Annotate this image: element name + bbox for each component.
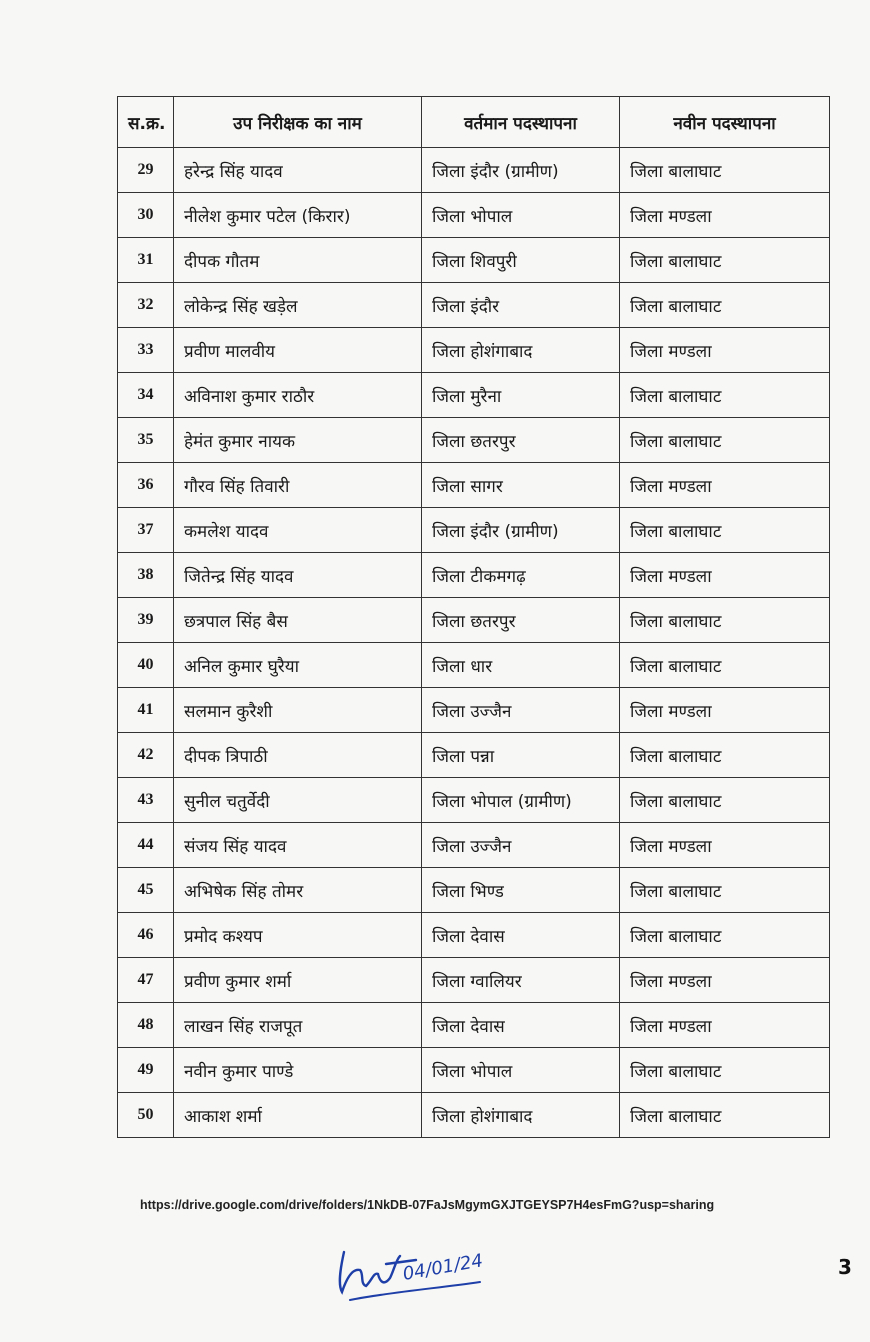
cell-officer-name: नवीन कुमार पाण्डे bbox=[174, 1048, 422, 1093]
header-officer-name: उप निरीक्षक का नाम bbox=[174, 97, 422, 148]
table-row bbox=[118, 553, 830, 598]
cell-serial-no: 29 bbox=[118, 148, 174, 193]
cell-new-posting: जिला मण्डला bbox=[620, 958, 830, 1003]
cell-current-posting: जिला इंदौर (ग्रामीण) bbox=[422, 148, 620, 193]
transfer-list-table bbox=[117, 96, 830, 1138]
table-row bbox=[118, 868, 830, 913]
cell-serial-no: 44 bbox=[118, 823, 174, 868]
table-row bbox=[118, 1048, 830, 1093]
cell-current-posting: जिला होशंगाबाद bbox=[422, 328, 620, 373]
cell-current-posting: जिला देवास bbox=[422, 913, 620, 958]
cell-current-posting: जिला भोपाल bbox=[422, 193, 620, 238]
cell-current-posting: जिला सागर bbox=[422, 463, 620, 508]
cell-officer-name: सलमान कुरैशी bbox=[174, 688, 422, 733]
cell-new-posting: जिला बालाघाट bbox=[620, 373, 830, 418]
cell-officer-name: जितेन्द्र सिंह यादव bbox=[174, 553, 422, 598]
cell-officer-name: कमलेश यादव bbox=[174, 508, 422, 553]
table-row bbox=[118, 148, 830, 193]
cell-current-posting: जिला इंदौर (ग्रामीण) bbox=[422, 508, 620, 553]
cell-officer-name: हेमंत कुमार नायक bbox=[174, 418, 422, 463]
cell-serial-no: 40 bbox=[118, 643, 174, 688]
cell-new-posting: जिला मण्डला bbox=[620, 463, 830, 508]
signature-date: 04/01/24 bbox=[401, 1250, 485, 1285]
cell-current-posting: जिला भिण्ड bbox=[422, 868, 620, 913]
cell-officer-name: प्रमोद कश्यप bbox=[174, 913, 422, 958]
cell-new-posting: जिला मण्डला bbox=[620, 553, 830, 598]
cell-officer-name: संजय सिंह यादव bbox=[174, 823, 422, 868]
cell-serial-no: 38 bbox=[118, 553, 174, 598]
cell-new-posting: जिला बालाघाट bbox=[620, 238, 830, 283]
cell-new-posting: जिला बालाघाट bbox=[620, 733, 830, 778]
cell-officer-name: अनिल कुमार घुरैया bbox=[174, 643, 422, 688]
table-row bbox=[118, 373, 830, 418]
cell-new-posting: जिला बालाघाट bbox=[620, 598, 830, 643]
table-row bbox=[118, 283, 830, 328]
cell-officer-name: गौरव सिंह तिवारी bbox=[174, 463, 422, 508]
cell-new-posting: जिला बालाघाट bbox=[620, 148, 830, 193]
table-row bbox=[118, 958, 830, 1003]
cell-serial-no: 37 bbox=[118, 508, 174, 553]
cell-serial-no: 34 bbox=[118, 373, 174, 418]
cell-serial-no: 39 bbox=[118, 598, 174, 643]
cell-current-posting: जिला टीकमगढ़ bbox=[422, 553, 620, 598]
cell-current-posting: जिला उज्जैन bbox=[422, 823, 620, 868]
header-new-posting: नवीन पदस्थापना bbox=[620, 97, 830, 148]
cell-officer-name: दीपक गौतम bbox=[174, 238, 422, 283]
cell-serial-no: 36 bbox=[118, 463, 174, 508]
cell-serial-no: 33 bbox=[118, 328, 174, 373]
cell-officer-name: सुनील चतुर्वेदी bbox=[174, 778, 422, 823]
cell-officer-name: दीपक त्रिपाठी bbox=[174, 733, 422, 778]
cell-current-posting: जिला मुरैना bbox=[422, 373, 620, 418]
table-body bbox=[118, 148, 830, 1138]
cell-officer-name: प्रवीण मालवीय bbox=[174, 328, 422, 373]
cell-current-posting: जिला पन्ना bbox=[422, 733, 620, 778]
cell-current-posting: जिला उज्जैन bbox=[422, 688, 620, 733]
cell-officer-name: प्रवीण कुमार शर्मा bbox=[174, 958, 422, 1003]
drive-link[interactable]: https://drive.google.com/drive/folders/1NkDB-07FaJsMgymGXJTGEYSP7H4esFmG?usp=sharing bbox=[140, 1198, 715, 1212]
cell-new-posting: जिला बालाघाट bbox=[620, 283, 830, 328]
cell-new-posting: जिला मण्डला bbox=[620, 823, 830, 868]
handwritten-signature bbox=[330, 1230, 510, 1310]
cell-officer-name: हरेन्द्र सिंह यादव bbox=[174, 148, 422, 193]
cell-new-posting: जिला बालाघाट bbox=[620, 913, 830, 958]
cell-current-posting: जिला शिवपुरी bbox=[422, 238, 620, 283]
cell-current-posting: जिला भोपाल bbox=[422, 1048, 620, 1093]
cell-current-posting: जिला होशंगाबाद bbox=[422, 1093, 620, 1138]
table-row bbox=[118, 598, 830, 643]
cell-serial-no: 49 bbox=[118, 1048, 174, 1093]
cell-serial-no: 50 bbox=[118, 1093, 174, 1138]
table-row bbox=[118, 238, 830, 283]
table-row bbox=[118, 508, 830, 553]
cell-serial-no: 30 bbox=[118, 193, 174, 238]
table-row bbox=[118, 1093, 830, 1138]
cell-new-posting: जिला बालाघाट bbox=[620, 1093, 830, 1138]
cell-new-posting: जिला बालाघाट bbox=[620, 643, 830, 688]
cell-serial-no: 32 bbox=[118, 283, 174, 328]
cell-serial-no: 46 bbox=[118, 913, 174, 958]
cell-officer-name: लोकेन्द्र सिंह खड़ेल bbox=[174, 283, 422, 328]
cell-officer-name: लाखन सिंह राजपूत bbox=[174, 1003, 422, 1048]
cell-serial-no: 31 bbox=[118, 238, 174, 283]
table-row bbox=[118, 913, 830, 958]
cell-new-posting: जिला बालाघाट bbox=[620, 1048, 830, 1093]
cell-current-posting: जिला धार bbox=[422, 643, 620, 688]
table-row bbox=[118, 778, 830, 823]
table-row bbox=[118, 1003, 830, 1048]
cell-serial-no: 43 bbox=[118, 778, 174, 823]
cell-serial-no: 41 bbox=[118, 688, 174, 733]
page-number: 3 bbox=[838, 1255, 852, 1279]
cell-officer-name: अभिषेक सिंह तोमर bbox=[174, 868, 422, 913]
cell-new-posting: जिला बालाघाट bbox=[620, 868, 830, 913]
table-row bbox=[118, 733, 830, 778]
cell-current-posting: जिला देवास bbox=[422, 1003, 620, 1048]
cell-new-posting: जिला मण्डला bbox=[620, 688, 830, 733]
cell-current-posting: जिला छतरपुर bbox=[422, 598, 620, 643]
table-row bbox=[118, 418, 830, 463]
table-row bbox=[118, 193, 830, 238]
cell-current-posting: जिला ग्वालियर bbox=[422, 958, 620, 1003]
cell-officer-name: अविनाश कुमार राठौर bbox=[174, 373, 422, 418]
header-serial-no: स.क्र. bbox=[118, 97, 174, 148]
cell-officer-name: आकाश शर्मा bbox=[174, 1093, 422, 1138]
cell-serial-no: 48 bbox=[118, 1003, 174, 1048]
table-row bbox=[118, 823, 830, 868]
cell-new-posting: जिला मण्डला bbox=[620, 328, 830, 373]
table-row bbox=[118, 463, 830, 508]
cell-current-posting: जिला इंदौर bbox=[422, 283, 620, 328]
cell-current-posting: जिला भोपाल (ग्रामीण) bbox=[422, 778, 620, 823]
cell-serial-no: 47 bbox=[118, 958, 174, 1003]
cell-serial-no: 45 bbox=[118, 868, 174, 913]
table-row bbox=[118, 688, 830, 733]
cell-new-posting: जिला मण्डला bbox=[620, 193, 830, 238]
cell-officer-name: छत्रपाल सिंह बैस bbox=[174, 598, 422, 643]
cell-new-posting: जिला बालाघाट bbox=[620, 508, 830, 553]
table-row bbox=[118, 643, 830, 688]
cell-new-posting: जिला बालाघाट bbox=[620, 418, 830, 463]
cell-officer-name: नीलेश कुमार पटेल (किरार) bbox=[174, 193, 422, 238]
cell-serial-no: 35 bbox=[118, 418, 174, 463]
cell-current-posting: जिला छतरपुर bbox=[422, 418, 620, 463]
header-current-posting: वर्तमान पदस्थापना bbox=[422, 97, 620, 148]
cell-new-posting: जिला बालाघाट bbox=[620, 778, 830, 823]
cell-serial-no: 42 bbox=[118, 733, 174, 778]
table-header-row bbox=[118, 97, 830, 148]
table-row bbox=[118, 328, 830, 373]
cell-new-posting: जिला मण्डला bbox=[620, 1003, 830, 1048]
